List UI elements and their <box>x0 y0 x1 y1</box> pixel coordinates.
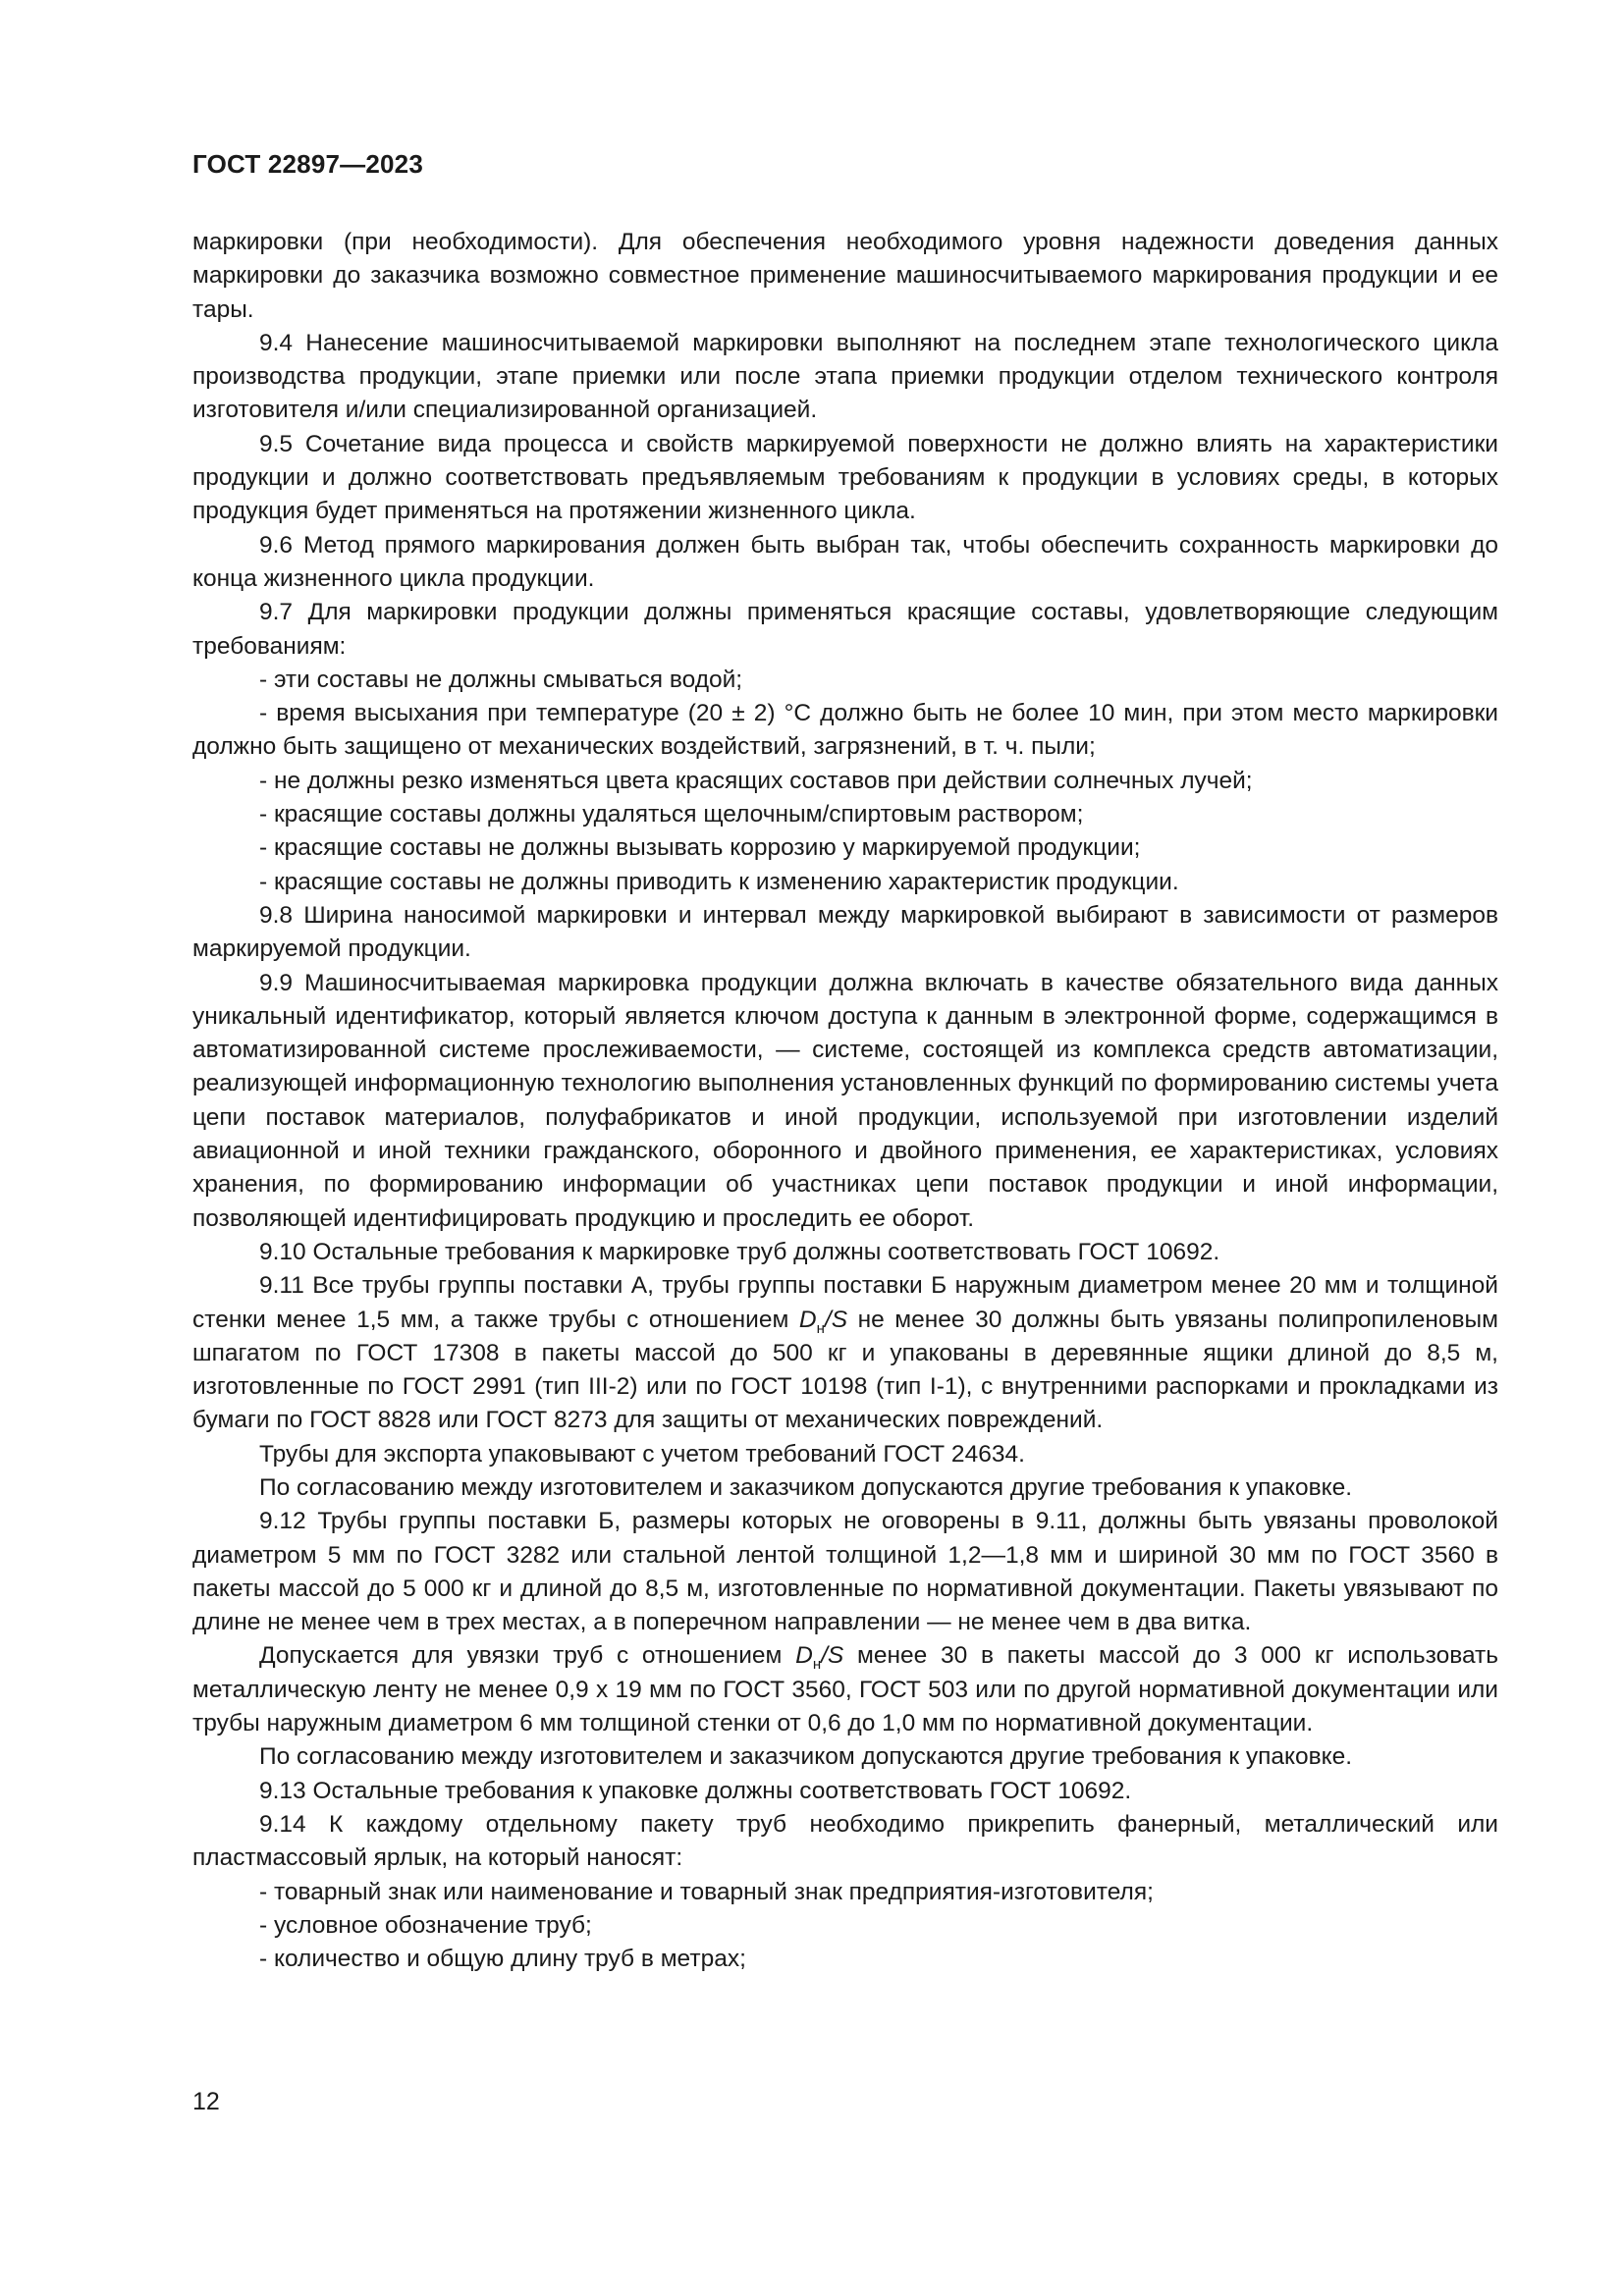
paragraph: маркировки (при необходимости). Для обеспечения необходимого уровня надежности доведения данных маркировки до заказчика возможно совместное применение машиносчитываемого маркирования продукции и ее тары. <box>192 229 1498 323</box>
paragraph <box>192 1639 1498 1740</box>
list-item: - количество и общую длину труб в метрах; <box>259 1946 746 1973</box>
text-run: 9.11 Все трубы группы поставки А, трубы группы поставки Б наружным диаметром менее 20 мм и толщиной стенки менее 1,5 мм, а также трубы с отношением <box>192 1272 1498 1333</box>
page-number: 12 <box>192 2088 220 2115</box>
symbol-subscript: н <box>812 1656 822 1674</box>
standard-header: ГОСТ 22897—2023 <box>192 149 423 179</box>
paragraph-9-8: 9.8 Ширина наносимой маркировки и интервал между маркировкой выбирают в зависимости от размеров маркируемой продукции. <box>192 901 1498 963</box>
symbol-s: /S <box>821 1642 844 1670</box>
list-item: - эти составы не должны смываться водой; <box>259 666 743 693</box>
paragraph-9-7: 9.7 Для маркировки продукции должны применяться красящие составы, удовлетворяющие следующим требованиям: <box>192 599 1498 660</box>
text-run: менее 30 в пакеты массой до 3 000 кг использовать металлическую ленту не менее 0,9 х 19 мм по ГОСТ 3560, ГОСТ 503 или по другой нормативной документации или трубы наружным диаметром 6 мм толщиной стенки от 0,6 до 1,0 мм по нормативной документации. <box>192 1642 1499 1737</box>
paragraph: По согласованию между изготовителем и заказчиком допускаются другие требования к упаковке. <box>259 1473 1353 1501</box>
paragraph-9-11 <box>192 1269 1498 1437</box>
paragraph-9-12: 9.12 Трубы группы поставки Б, размеры которых не оговорены в 9.11, должны быть увязаны проволокой диаметром 5 мм по ГОСТ 3282 или стальной лентой толщиной 1,2—1,8 мм и шириной 30 мм по ГОСТ 3560 в пакеты массой до 5 000 кг и длиной до 8,5 м, изготовленные по нормативной документации. Пакеты увязывают по длине не менее чем в трех местах, а в поперечном направлении — не менее чем в два витка. <box>192 1508 1498 1636</box>
text-run: не менее 30 должны быть увязаны полипропиленовым шпагатом по ГОСТ 17308 в пакеты массой до 500 кг и упакованы в деревянные ящики длиной до 8,5 м, изготовленные по ГОСТ 2991 (тип III-2) или по ГОСТ 10198 (тип I-1), с внутренними распорками и прокладками из бумаги по ГОСТ 8828 или ГОСТ 8273 для защиты от механических повреждений. <box>192 1306 1499 1434</box>
document-body <box>192 226 1498 1976</box>
paragraph: Трубы для экспорта упаковывают с учетом требований ГОСТ 24634. <box>259 1440 1025 1468</box>
list-item: - красящие составы не должны вызывать коррозию у маркируемой продукции; <box>259 834 1141 862</box>
text-run: Допускается для увязки труб с отношением <box>259 1642 796 1670</box>
list-item: - время высыхания при температуре (20 ± 2) °С должно быть не более 10 мин, при этом место маркировки должно быть защищено от механических воздействий, загрязнений, в т. ч. пыли; <box>192 700 1498 761</box>
list-item: - не должны резко изменяться цвета красящих составов при действии солнечных лучей; <box>259 767 1253 794</box>
symbol-s: /S <box>824 1306 848 1333</box>
list-item: - условное обозначение труб; <box>259 1911 592 1939</box>
list-item: - красящие составы должны удаляться щелочным/спиртовым раствором; <box>259 801 1084 828</box>
list-item: - товарный знак или наименование и товарный знак предприятия-изготовителя; <box>259 1878 1154 1905</box>
paragraph-9-14: 9.14 К каждому отдельному пакету труб необходимо прикрепить фанерный, металлический или пластмассовый ярлык, на который наносят: <box>192 1810 1498 1872</box>
symbol-d: D <box>795 1642 813 1670</box>
paragraph-9-10: 9.10 Остальные требования к маркировке труб должны соответствовать ГОСТ 10692. <box>259 1238 1220 1265</box>
paragraph-9-4: 9.4 Нанесение машиносчитываемой маркировки выполняют на последнем этапе технологического цикла производства продукции, этапе приемки или после этапа приемки продукции отделом технического контроля изготовителя и/или специализированной организацией. <box>192 329 1498 424</box>
paragraph-9-6: 9.6 Метод прямого маркирования должен быть выбран так, чтобы обеспечить сохранность маркировки до конца жизненного цикла продукции. <box>192 531 1498 592</box>
paragraph-9-13: 9.13 Остальные требования к упаковке должны соответствовать ГОСТ 10692. <box>259 1777 1132 1804</box>
symbol-d: D <box>798 1306 817 1333</box>
paragraph-9-9: 9.9 Машиносчитываемая маркировка продукции должна включать в качестве обязательного вида данных уникальный идентификатор, который является ключом доступа к данным в электронной форме, содержащимся в автоматизированной системе прослеживаемости, — системе, состоящей из комплекса средств автоматизации, реализующей информационную технологию выполнения установленных функций по формированию системы учета цепи поставок материалов, полуфабрикатов и иной продукции, используемой при изготовлении изделий авиационной и иной техники гражданского, оборонного и двойного применения, ее характеристиках, условиях хранения, по формированию информации об участниках цепи поставок продукции и иной информации, позволяющей идентифицировать продукцию и проследить ее оборот. <box>192 969 1498 1232</box>
paragraph-9-5: 9.5 Сочетание вида процесса и свойств маркируемой поверхности не должно влиять на характеристики продукции и должно соответствовать предъявляемым требованиям к продукции в условиях среды, в которых продукция будет применяться на протяжении жизненного цикла. <box>192 430 1498 525</box>
list-item: - красящие составы не должны приводить к изменению характеристик продукции. <box>259 868 1179 895</box>
paragraph: По согласованию между изготовителем и заказчиком допускаются другие требования к упаковке. <box>259 1743 1353 1771</box>
symbol-subscript: н <box>816 1319 825 1337</box>
